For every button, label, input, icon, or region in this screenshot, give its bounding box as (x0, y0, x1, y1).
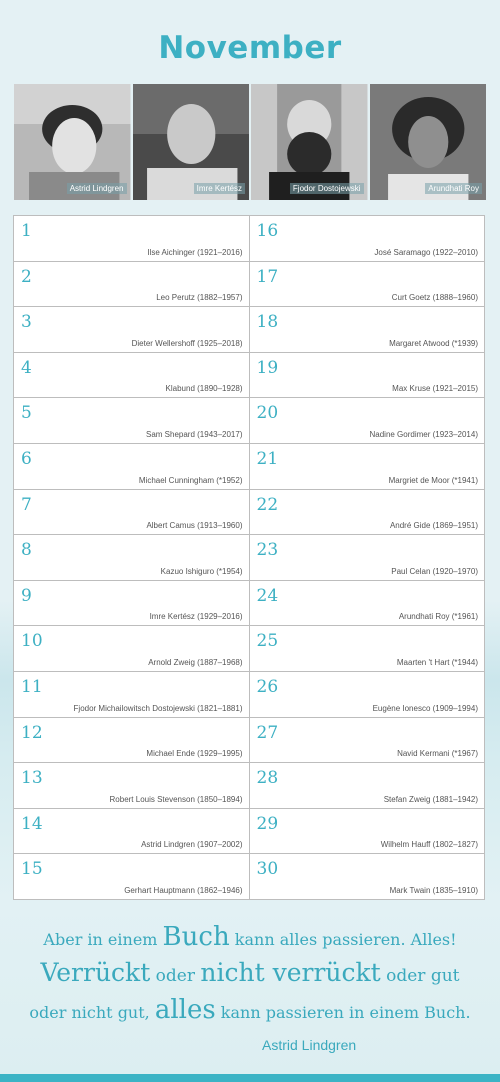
day-author: Ilse Aichinger (1921–2016) (147, 247, 243, 257)
day-number: 23 (256, 540, 279, 561)
day-cell[interactable] (250, 490, 485, 536)
day-author: Astrid Lindgren (1907–2002) (141, 840, 243, 850)
day-cell[interactable] (250, 535, 485, 581)
day-cell[interactable] (250, 718, 485, 764)
day-cell[interactable] (14, 581, 249, 627)
day-author: Kazuo Ishiguro (*1954) (160, 566, 243, 576)
day-author: Arundhati Roy (*1961) (398, 612, 478, 622)
quote-emphasis: Verrückt (40, 958, 151, 987)
portrait-caption: Astrid Lindgren (67, 183, 127, 194)
day-author: Michael Ende (1929–1995) (146, 749, 243, 759)
day-author: Wilhelm Hauff (1802–1827) (380, 840, 478, 850)
day-cell[interactable] (250, 216, 485, 262)
day-number: 6 (21, 448, 32, 469)
day-cell[interactable] (14, 216, 249, 262)
day-cell[interactable] (250, 809, 485, 855)
day-cell[interactable] (14, 626, 249, 672)
day-author: Margaret Atwood (*1939) (389, 338, 478, 348)
day-cell[interactable] (14, 353, 249, 399)
quote-text: oder (150, 966, 201, 986)
day-author: Imre Kertész (1929–2016) (149, 612, 243, 622)
day-author: Mark Twain (1835–1910) (389, 885, 478, 895)
day-number: 7 (21, 494, 32, 515)
day-author: Arnold Zweig (1887–1968) (148, 657, 243, 667)
day-cell[interactable] (250, 763, 485, 809)
day-author: Max Kruse (1921–2015) (392, 384, 478, 394)
portrait-caption: Fjodor Dostojewski (290, 183, 364, 194)
day-cell[interactable] (14, 763, 249, 809)
day-cell[interactable] (14, 307, 249, 353)
day-author: Paul Celan (1920–1970) (391, 566, 478, 576)
calendar-grid (13, 215, 485, 900)
day-cell[interactable] (14, 854, 249, 899)
day-cell[interactable] (14, 809, 249, 855)
day-number: 27 (256, 722, 279, 743)
day-author: Nadine Gordimer (1923–2014) (369, 429, 478, 439)
quote-text: oder nicht gut, (29, 1003, 155, 1022)
portrait-strip (14, 84, 486, 200)
quote-block (0, 920, 500, 1031)
day-cell[interactable] (250, 444, 485, 490)
day-number: 20 (256, 403, 279, 424)
day-cell[interactable] (250, 854, 485, 899)
day-number: 11 (21, 676, 43, 697)
day-number: 25 (256, 631, 279, 652)
day-number: 15 (21, 859, 43, 880)
day-author: Michael Cunningham (*1952) (138, 475, 243, 485)
day-author: André Gide (1869–1951) (389, 521, 478, 531)
month-title: November (158, 30, 342, 66)
day-number: 9 (21, 585, 32, 606)
day-author: Klabund (1890–1928) (165, 384, 243, 394)
day-cell[interactable] (250, 398, 485, 444)
day-cell[interactable] (250, 307, 485, 353)
portrait-photo (14, 84, 131, 200)
day-author: Margriet de Moor (*1941) (388, 475, 478, 485)
day-number: 16 (256, 221, 279, 241)
quote-text: kann alles passieren. Alles! (229, 930, 457, 949)
day-cell[interactable] (14, 398, 249, 444)
quote-line-3 (0, 992, 500, 1031)
day-number: 4 (21, 357, 32, 378)
quote-text: oder gut (380, 966, 460, 986)
day-number: 12 (21, 722, 43, 743)
quote-text: Aber in einem (43, 930, 163, 949)
day-number: 5 (21, 403, 32, 424)
quote-emphasis: alles (154, 995, 216, 1025)
day-cell[interactable] (250, 353, 485, 399)
calendar-column-left (14, 216, 249, 899)
day-cell[interactable] (250, 581, 485, 627)
day-author: Dieter Wellershoff (1925–2018) (131, 338, 243, 348)
day-number: 2 (21, 266, 32, 287)
day-cell[interactable] (250, 626, 485, 672)
day-author: Fjodor Michailowitsch Dostojewski (1821–1881) (73, 703, 243, 713)
day-author: José Saramago (1922–2010) (374, 247, 478, 257)
quote-emphasis: Buch (162, 922, 230, 952)
portrait-photo (251, 84, 368, 200)
day-cell[interactable] (14, 262, 249, 308)
portrait-photo (370, 84, 487, 200)
day-number: 24 (256, 585, 279, 606)
day-author: Stefan Zweig (1881–1942) (383, 794, 478, 804)
day-number: 22 (256, 494, 279, 515)
day-author: Leo Perutz (1882–1957) (156, 293, 243, 303)
day-author: Robert Louis Stevenson (1850–1894) (109, 794, 243, 804)
portrait-caption: Imre Kertész (194, 183, 245, 194)
day-cell[interactable] (14, 672, 249, 718)
day-number: 8 (21, 540, 32, 561)
day-cell[interactable] (250, 262, 485, 308)
day-author: Eugène Ionesco (1909–1994) (372, 703, 478, 713)
day-cell[interactable] (14, 718, 249, 764)
quote-line-2 (0, 957, 500, 992)
bottom-bar (0, 1074, 500, 1082)
portrait-photo (133, 84, 250, 200)
day-number: 14 (21, 813, 43, 834)
day-author: Curt Goetz (1888–1960) (391, 293, 478, 303)
day-number: 1 (21, 221, 32, 241)
day-author: Navid Kermani (*1967) (397, 749, 478, 759)
day-number: 17 (256, 266, 279, 287)
quote-author: Astrid Lindgren (262, 1037, 357, 1053)
day-number: 19 (256, 357, 279, 378)
day-cell[interactable] (14, 535, 249, 581)
day-author: Gerhart Hauptmann (1862–1946) (124, 885, 243, 895)
day-cell[interactable] (14, 444, 249, 490)
day-cell[interactable] (250, 672, 485, 718)
day-number: 13 (21, 768, 43, 789)
calendar-column-right (249, 216, 485, 899)
quote-emphasis: nicht verrückt (200, 958, 381, 987)
day-author: Albert Camus (1913–1960) (146, 521, 243, 531)
day-author: Maarten 't Hart (*1944) (396, 657, 478, 667)
day-number: 26 (256, 676, 279, 697)
quote-line-1 (0, 920, 500, 957)
day-number: 30 (256, 859, 279, 880)
day-cell[interactable] (14, 490, 249, 536)
day-number: 3 (21, 312, 32, 333)
day-number: 21 (256, 448, 279, 469)
day-number: 29 (256, 813, 279, 834)
quote-text: kann passieren in einem Buch. (215, 1003, 471, 1022)
day-number: 28 (256, 768, 279, 789)
day-number: 18 (256, 312, 279, 333)
day-number: 10 (21, 631, 43, 652)
portrait-caption: Arundhati Roy (425, 183, 482, 194)
day-author: Sam Shepard (1943–2017) (145, 429, 243, 439)
